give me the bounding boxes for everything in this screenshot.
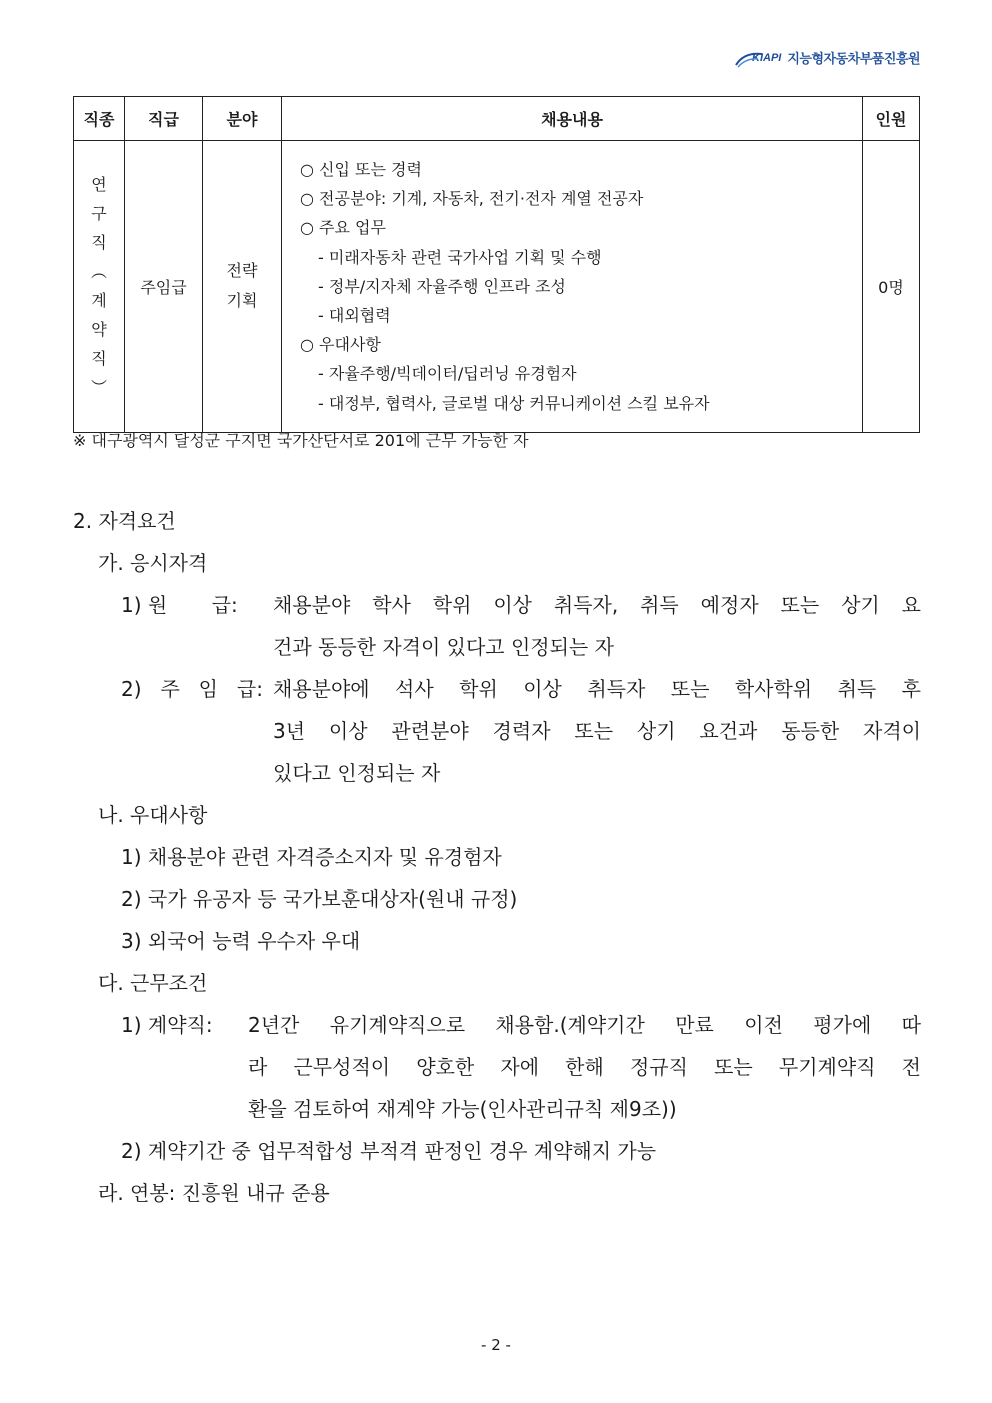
content-subitem: - 자율주행/빅데이터/딥러닝 유경험자 — [318, 364, 577, 384]
kiapi-logo-mark — [734, 52, 781, 64]
field-line: 전략 — [226, 261, 258, 281]
table-row — [74, 141, 920, 433]
page-number: - 2 - — [481, 1336, 511, 1354]
a2-line1: 채용분야에 석사 학위 이상 취득자 또는 학사학위 취득 후 — [273, 677, 921, 701]
content-subitem: - 미래자동차 관련 국가사업 기획 및 수행 — [318, 247, 602, 267]
header-grade: 직급 — [125, 97, 203, 141]
a2-line3: 있다고 인정되는 자 — [273, 761, 441, 785]
logo-mark-text: KIAPI — [752, 51, 782, 64]
b3-item: 3) 외국어 능력 우수자 우대 — [121, 929, 361, 953]
content-subitem: - 대외협력 — [318, 306, 391, 326]
location-note: ※ 대구광역시 달성군 구지면 국가산단서로 201에 근무 가능한 자 — [73, 431, 529, 450]
subsection-title-a: 가. 응시자격 — [98, 551, 208, 575]
content-item: ○ 주요 업무 — [300, 218, 386, 238]
a2-line2: 3년 이상 관련분야 경력자 또는 상기 요건과 동등한 자격이 — [273, 719, 921, 743]
content-subitem: - 대정부, 협력사, 글로벌 대상 커뮤니케이션 스킬 보유자 — [318, 393, 710, 413]
subsection-title-d: 라. 연봉: 진흥원 내규 준용 — [98, 1181, 330, 1205]
content-item: ○ 신입 또는 경력 — [300, 160, 422, 179]
c1-line1: 2년간 유기계약직으로 채용함.(계약기간 만료 이전 평가에 따 — [248, 1013, 921, 1037]
c2-item: 2) 계약기간 중 업무적합성 부적격 판정인 경우 계약해지 가능 — [121, 1139, 657, 1163]
swoosh-icon — [734, 50, 764, 68]
recruitment-table — [73, 96, 920, 433]
content-cell — [282, 141, 863, 433]
a1-line1: 채용분야 학사 학위 이상 취득자, 취득 예정자 또는 상기 요 — [273, 593, 921, 617]
field-line: 기획 — [226, 291, 258, 311]
job-type-char: 약 — [91, 320, 107, 340]
b1-item: 1) 채용분야 관련 자격증소지자 및 유경험자 — [121, 845, 502, 869]
job-type-vertical-text — [75, 170, 123, 402]
c1-line2: 라 근무성적이 양호한 자에 한해 정규직 또는 무기계약직 전 — [248, 1055, 921, 1079]
header-field: 분야 — [203, 97, 282, 141]
a1-line2: 건과 동등한 자격이 있다고 인정되는 자 — [273, 635, 614, 659]
job-type-char: 구 — [91, 204, 107, 224]
a2-label: 2) 주 임 급: — [121, 677, 263, 701]
a1-label — [121, 589, 238, 618]
job-type-char: 연 — [91, 175, 107, 195]
logo-org-name: 지능형자동차부품진흥원 — [787, 52, 920, 67]
content-subitem: - 정부/지자체 자율주행 인프라 조성 — [318, 276, 566, 296]
job-type-char: 직 — [91, 349, 107, 369]
content-item: ○ 전공분야: 기계, 자동차, 전기·전자 계열 전공자 — [300, 189, 644, 209]
job-type-char: 계 — [91, 291, 107, 311]
grade-cell: 주임급 — [125, 141, 203, 433]
section-title: 2. 자격요건 — [73, 509, 176, 533]
c1-line3: 환을 검토하여 재계약 가능(인사관리규칙 제9조)) — [248, 1097, 677, 1121]
content-item: ○ 우대사항 — [300, 335, 381, 355]
subsection-title-c: 다. 근무조건 — [98, 971, 208, 995]
count-cell: 0명 — [863, 141, 920, 433]
a1-label-text: 1) 원 급: — [121, 593, 238, 617]
header-content: 채용내용 — [282, 97, 863, 141]
header-job-type: 직종 — [74, 97, 125, 141]
c1-label: 1) 계약직: — [121, 1013, 213, 1037]
header-logo — [734, 48, 920, 67]
field-cell — [203, 141, 282, 433]
header-count: 인원 — [863, 97, 920, 141]
subsection-title-b: 나. 우대사항 — [98, 803, 208, 827]
job-type-char: 직 — [91, 233, 107, 253]
job-type-cell — [74, 141, 125, 433]
job-type-char: ︶ — [90, 378, 107, 398]
b2-item: 2) 국가 유공자 등 국가보훈대상자(원내 규정) — [121, 887, 518, 911]
job-type-char: ︵ — [90, 262, 107, 282]
table-header-row — [74, 97, 920, 141]
